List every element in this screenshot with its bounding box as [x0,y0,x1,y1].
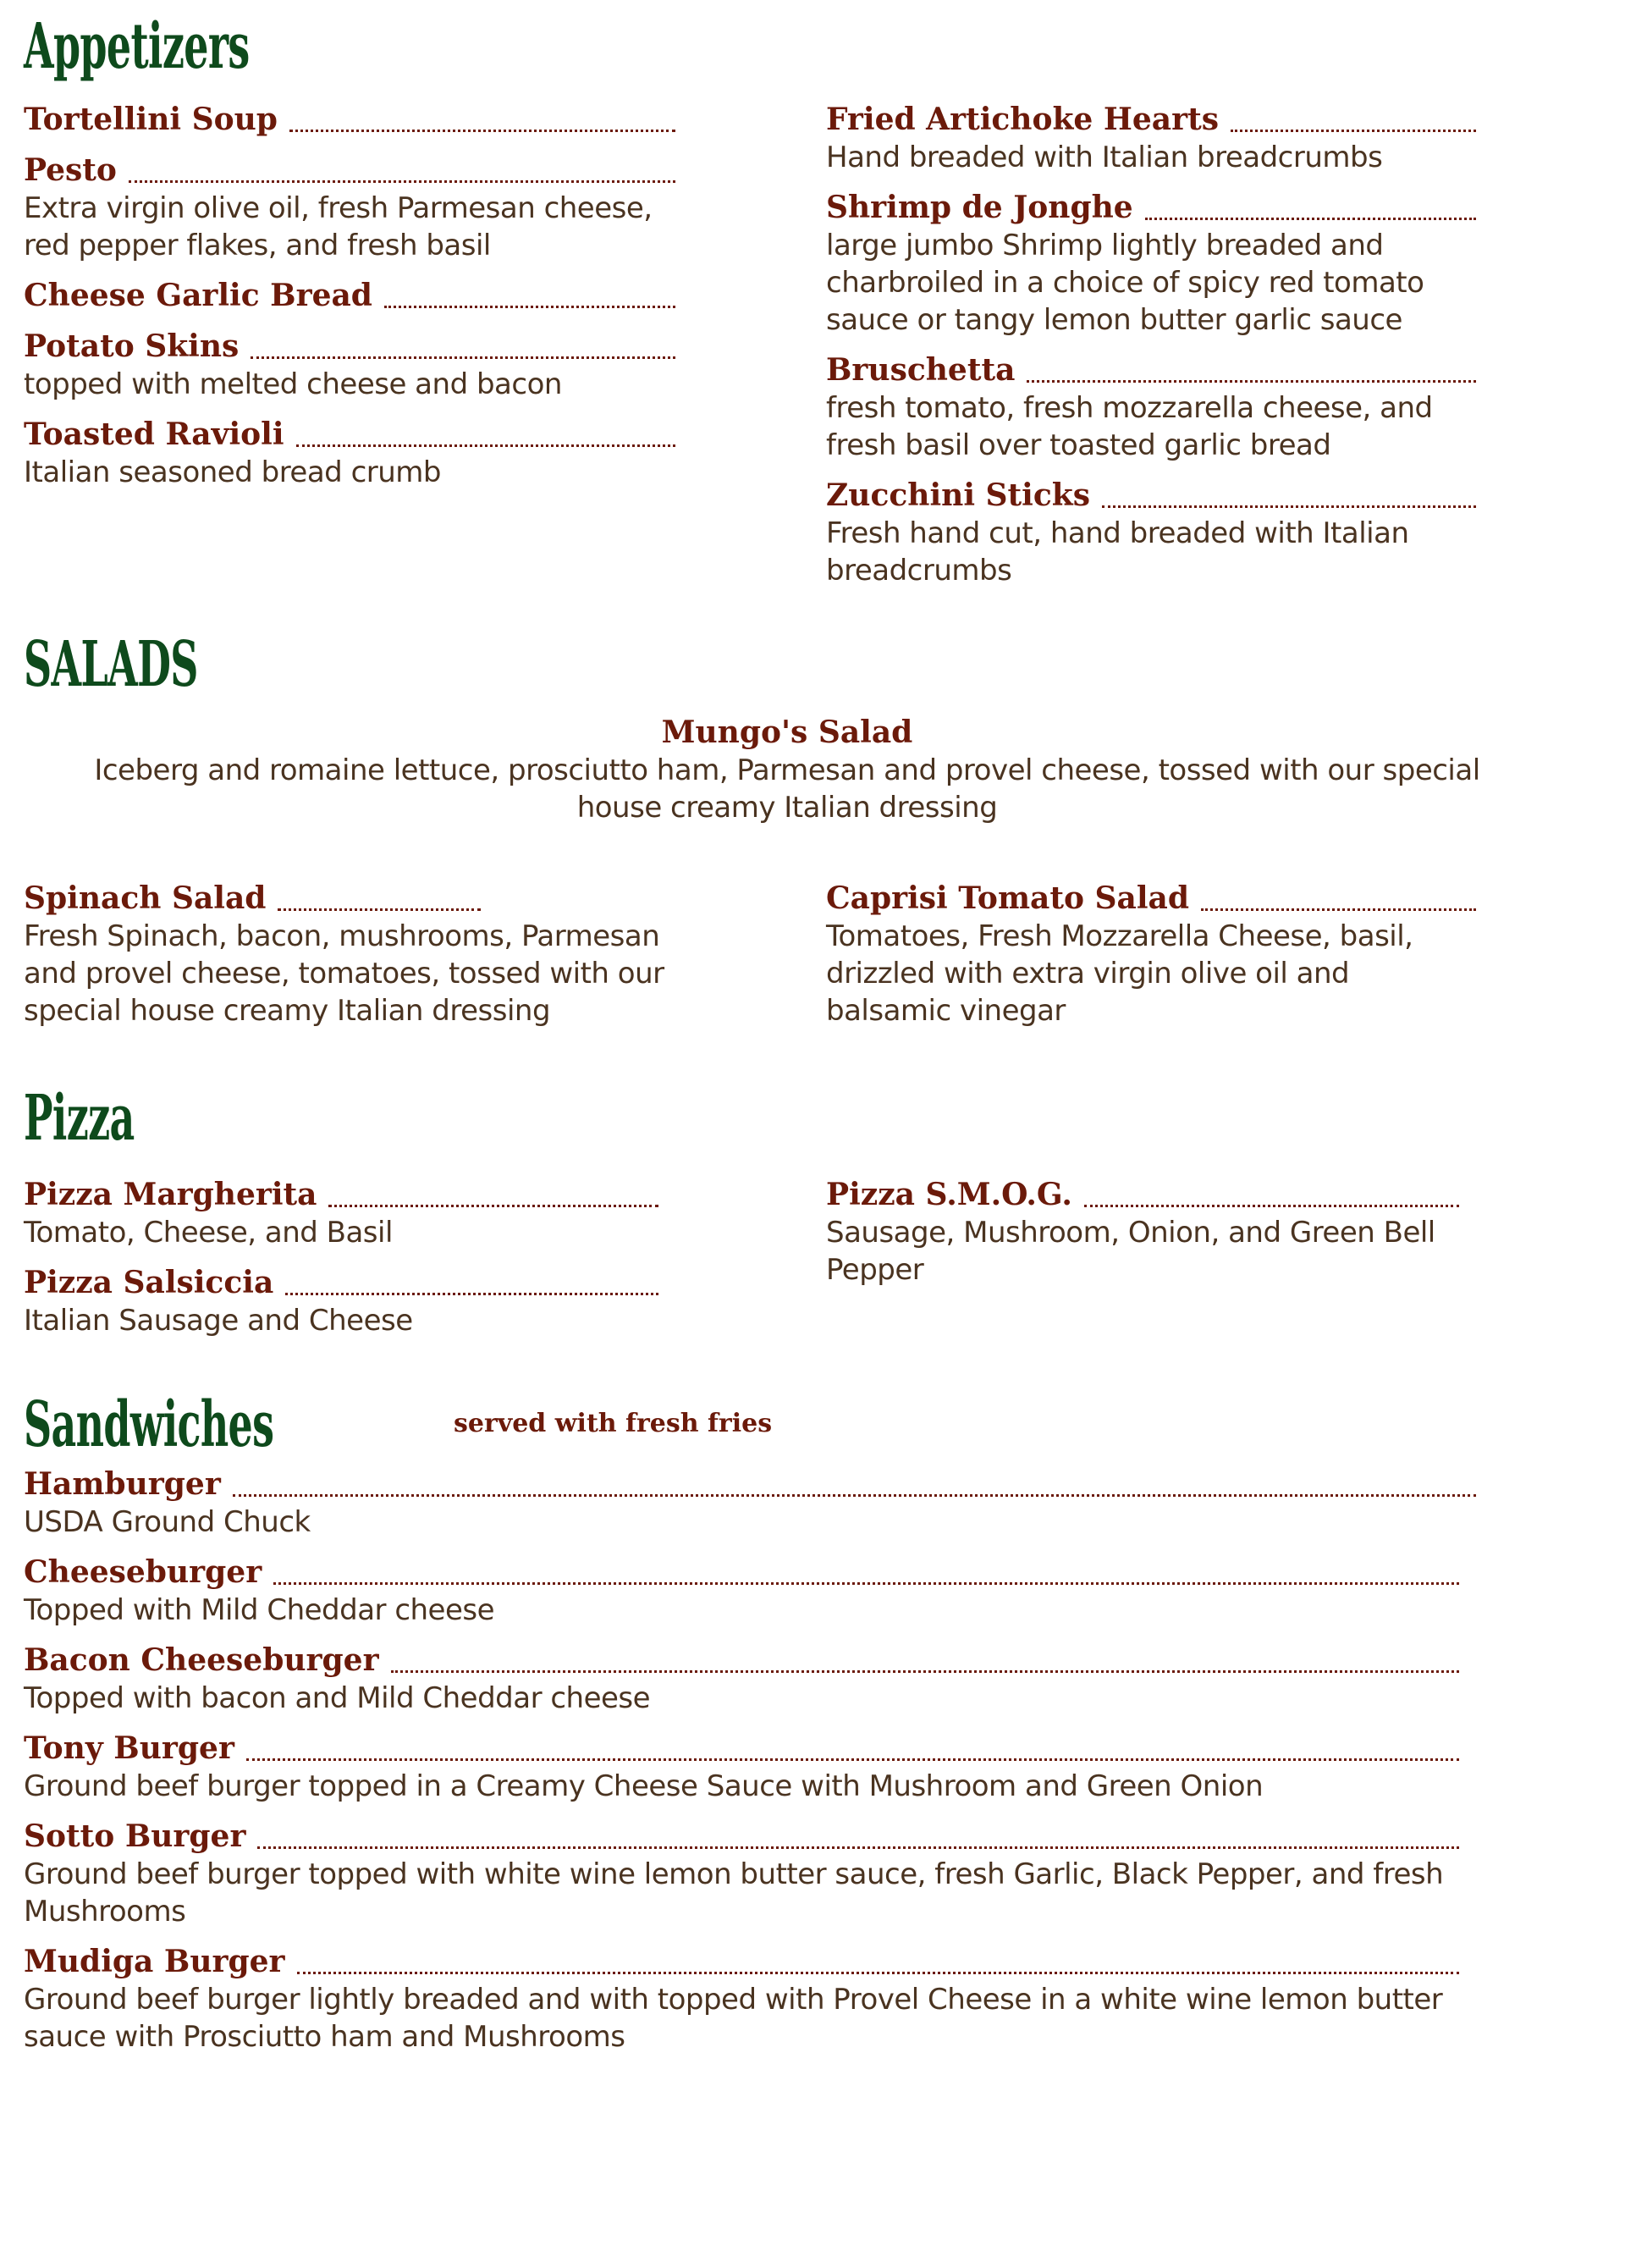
dot-leader [289,130,675,132]
item-name: Cheeseburger [24,1554,262,1590]
item-description: Topped with bacon and Mild Cheddar cheese [24,1681,651,1715]
item-name: Pizza S.M.O.G. [826,1177,1072,1212]
section-title-appetizers: Appetizers [24,10,250,83]
item-description: Ground beef burger topped with white wine lemon butter sauce, fresh Garlic, Black Pepper, and fresh Mushrooms [24,1857,1444,1929]
menu-item [24,327,675,403]
dot-leader [1084,1205,1459,1207]
item-name: Spinach Salad [24,880,267,916]
menu-item [24,1553,1476,1629]
dot-leader [129,180,675,183]
menu-item [24,1641,1476,1717]
dot-leader [328,1205,658,1207]
menu-item [24,415,675,491]
appetizers-left-column [24,100,675,503]
item-name: Shrimp de Jonghe [826,190,1133,225]
item-name: Mungo's Salad [661,715,913,750]
menu-item [826,100,1476,176]
item-name: Pizza Margherita [24,1177,317,1212]
item-description: Ground beef burger lightly breaded and with topped with Provel Cheese in a white wine lemon butter sauce with Prosciutto ham and Mushrooms [24,1983,1443,2054]
featured-menu-item [51,713,1523,826]
dot-leader [391,1670,1459,1673]
salads-left-column [24,879,692,1041]
dot-leader [1027,380,1476,383]
item-description: fresh tomato, fresh mozzarella cheese, and fresh basil over toasted garlic bread [826,391,1433,462]
item-name: Potato Skins [24,328,240,364]
menu-item [826,879,1476,1029]
dot-leader [1102,505,1476,508]
item-description: USDA Ground Chuck [24,1505,311,1539]
menu-item [24,1175,658,1251]
salads-right-column [826,879,1476,1041]
dot-leader [278,908,481,911]
item-name: Bacon Cheeseburger [24,1642,379,1678]
item-name: Tortellini Soup [24,102,278,137]
menu-item [24,1942,1476,2056]
menu-item [24,276,675,315]
menu-item [826,476,1476,589]
section-title-salads: SALADS [24,628,198,701]
item-description: Ground beef burger topped in a Creamy Cheese Sauce with Mushroom and Green Onion [24,1769,1264,1803]
item-description: topped with melted cheese and bacon [24,367,562,401]
item-description: Italian seasoned bread crumb [24,455,441,489]
item-name: Zucchini Sticks [826,477,1090,513]
dot-leader [1145,218,1476,220]
menu-item [24,1263,658,1339]
item-description: Tomatoes, Fresh Mozzarella Cheese, basil, drizzled with extra virgin olive oil and balsamic vinegar [826,919,1413,1028]
menu-item [24,1817,1476,1930]
item-name: Tony Burger [24,1730,234,1766]
pizza-right-column [826,1175,1459,1300]
sandwiches-column [24,1465,1476,2067]
item-name: Cheese Garlic Bread [24,278,372,313]
menu-item [24,151,675,264]
menu-item [24,100,675,139]
menu-item [24,879,692,1029]
dot-leader [251,356,675,359]
item-description: Hand breaded with Italian breadcrumbs [826,141,1383,174]
item-description: Extra virgin olive oil, fresh Parmesan cheese, red pepper flakes, and fresh basil [24,191,653,262]
menu-item [826,188,1476,339]
item-name: Mudiga Burger [24,1944,285,1979]
item-name: Caprisi Tomato Salad [826,880,1190,916]
item-description: Tomato, Cheese, and Basil [24,1216,393,1250]
menu-item [826,350,1476,464]
dot-leader [1201,908,1476,911]
dot-leader [246,1758,1459,1761]
item-description: large jumbo Shrimp lightly breaded and charbroiled in a choice of spicy red tomato sauce or tangy lemon butter garlic sauce [826,229,1424,337]
item-description: Topped with Mild Cheddar cheese [24,1593,495,1627]
item-description: Fresh Spinach, bacon, mushrooms, Parmesan and provel cheese, tomatoes, tossed with our special house creamy Italian dressing [24,919,664,1028]
menu-item [24,1729,1476,1805]
dot-leader [384,306,675,308]
item-name: Toasted Ravioli [24,417,284,452]
appetizers-right-column [826,100,1476,601]
item-description: Italian Sausage and Cheese [24,1304,413,1338]
item-name: Sotto Burger [24,1818,246,1854]
dot-leader [257,1846,1459,1849]
dot-leader [233,1494,1476,1497]
section-title-sandwiches: Sandwiches [24,1388,274,1461]
item-name: Bruschetta [826,352,1016,388]
pizza-left-column [24,1175,658,1351]
section-title-pizza: Pizza [24,1082,135,1155]
item-description: Fresh hand cut, hand breaded with Italian breadcrumbs [826,516,1409,588]
dot-leader [285,1293,658,1295]
dot-leader [296,444,675,447]
dot-leader [273,1582,1459,1585]
dot-leader [1231,130,1476,132]
item-name: Fried Artichoke Hearts [826,102,1219,137]
menu-item [826,1175,1459,1289]
item-description: Iceberg and romaine lettuce, prosciutto ham, Parmesan and provel cheese, tossed with our special house creamy Italian dressing [94,753,1480,825]
item-name: Pizza Salsiccia [24,1265,274,1300]
item-description: Sausage, Mushroom, Onion, and Green Bell Pepper [826,1216,1435,1287]
item-name: Hamburger [24,1466,221,1502]
dot-leader [297,1972,1459,1974]
item-name: Pesto [24,152,117,188]
menu-item [24,1465,1476,1541]
section-subtitle: served with fresh fries [454,1409,773,1438]
